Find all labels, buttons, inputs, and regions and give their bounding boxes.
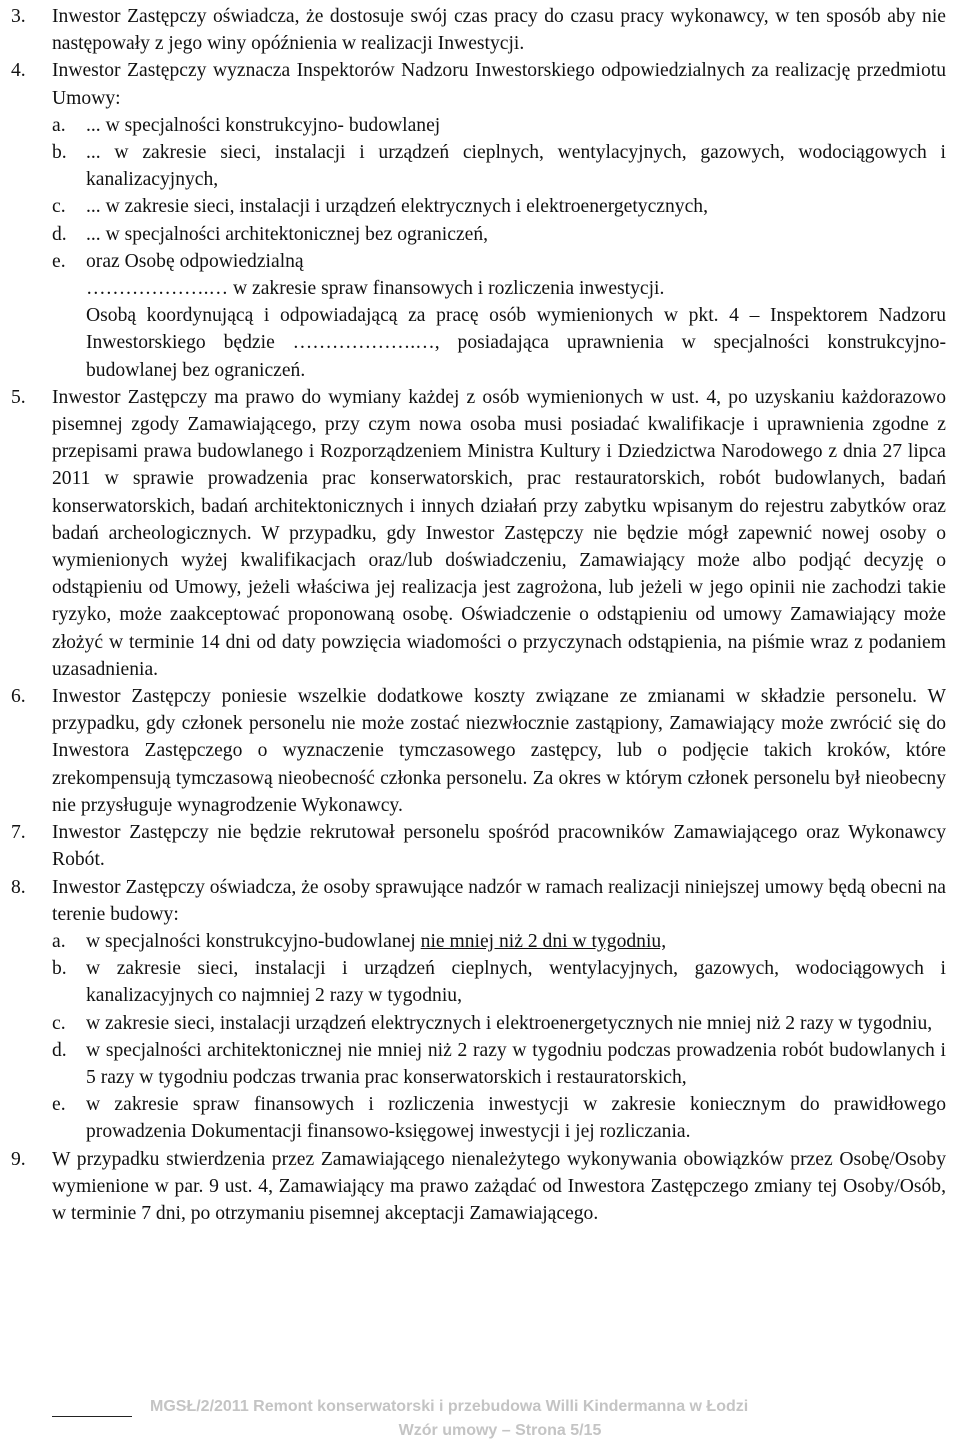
list-text: w zakresie spraw finansowych i rozliczenia inwestycji w zakresie koniecznym do prawidłowego prowadzenia Dokumentacji finansowo-księgowej inwestycji i jej rozliczania. — [86, 1094, 946, 1143]
paragraph-number: 9. — [11, 1148, 26, 1170]
list-text: w zakresie sieci, instalacji urządzeń elektrycznych i elektroenergetycznych nie mniej niż 2 razy w tygodniu, — [86, 1012, 933, 1034]
paragraph-text: Inwestor Zastępczy poniesie wszelkie dodatkowe koszty związane ze zmianami w składzie personelu. W przypadku, gdy członek personelu nie może zostać niezwłocznie zastąpiony, Zamawiający może zwrócić się do Inwestora Zastępczego o wyznaczenie tymczasowego zastępcy, lub o podjęcie takich kroków, które zrekompensują tymczasową nieobecność członka personelu. Za okres w którym członek personelu był nieobecny nie przysługuje wynagrodzenie Wykonawcy. — [52, 686, 946, 816]
list-text: ... w zakresie sieci, instalacji i urządzeń cieplnych, wentylacyjnych, gazowych, wodociągowych i kanalizacyjnych, — [86, 142, 946, 191]
list-letter: d. — [52, 1039, 67, 1061]
list-text: w zakresie sieci, instalacji i urządzeń cieplnych, wentylacyjnych, gazowych, wodociągowych i kanalizacyjnych co najmniej 2 razy w tygodniu, — [86, 958, 946, 1007]
paragraph-4 — [0, 57, 960, 383]
list-letter: e. — [52, 250, 66, 272]
paragraph-number: 8. — [11, 876, 26, 898]
paragraph-text: Inwestor Zastępczy nie będzie rekrutował personelu spośród pracowników Zamawiającego oraz Wykonawcy Robót. — [52, 822, 946, 871]
list-letter: b. — [52, 958, 67, 980]
footer-title: MGSŁ/2/2011 Remont konserwatorski i przebudowa Willi Kindermanna w Łodzi — [150, 1398, 749, 1415]
paragraph-text: Inwestor Zastępczy ma prawo do wymiany każdej z osób wymienionych w ust. 4, po uzyskaniu każdorazowo pisemnej zgody Zamawiającego, przy czym nowa osoba musi posiadać kwalifikacje i uprawnienia zgodne z przepisami prawa budowlanego i Rozporządzeniem Ministra Kultury i Dziedzictwa Narodowego z dnia 27 lipca 2011 w sprawie prowadzenia prac konserwatorskich, prac restauratorskich, robót budowlanych, badań konserwatorskich, badań architektonicznych i innych działań przy zabytku wpisanym do rejestru zabytków oraz badań archeologicznych. W przypadku, gdy Inwestor Zastępczy nie będzie mógł zapewnić nowej osoby o wymienionych wyżej kwalifikacjach oraz/lub doświadczeniu, Zamawiający może albo podjąć decyzję o odstąpieniu od Umowy, jeżeli właściwa jej realizacja jest zagrożona, lub jeżeli w jego opinii nie zachodzi takie ryzyko, może zaakceptować proponowaną osobę. Oświadczenie o odstąpieniu od umowy Zamawiający może złożyć w terminie 14 dni od daty powzięcia wiadomości o przyczynach odstąpienia, na piśmie wraz z podaniem uzasadnienia. — [52, 386, 946, 680]
list-letter: e. — [52, 1094, 66, 1116]
finance-person-text: ……………….… w zakresie spraw finansowych i rozliczenia inwestycji. — [86, 278, 665, 300]
paragraph-8 — [0, 874, 960, 1146]
paragraph-5 — [0, 384, 960, 683]
coordinator-text-block — [52, 302, 946, 384]
document-page — [0, 3, 960, 1227]
list-item — [52, 928, 946, 955]
list-letter: c. — [52, 1012, 66, 1034]
list-item — [52, 955, 946, 1009]
list-text — [86, 928, 946, 955]
list-text: ... w specjalności konstrukcyjno- budowlanej — [86, 114, 441, 136]
list-item — [52, 1091, 946, 1145]
paragraph-number: 4. — [11, 60, 26, 82]
list-text: w specjalności architektonicznej nie mniej niż 2 razy w tygodniu podczas prowadzenia robót budowlanych i 5 razy w tygodniu podczas trwania prac konserwatorskich i restauratorskich, — [86, 1039, 946, 1088]
paragraph-number: 6. — [11, 686, 26, 708]
paragraph-9 — [0, 1146, 960, 1228]
footer-page-number: Wzór umowy – Strona 5/15 — [398, 1422, 602, 1439]
list-item — [52, 221, 946, 248]
paragraph-text: Inwestor Zastępczy oświadcza, że osoby sprawujące nadzór w ramach realizacji niniejszej umowy będą obecni na terenie budowy: — [52, 876, 946, 925]
list-text: ... w zakresie sieci, instalacji i urządzeń elektrycznych i elektroenergetycznych, — [86, 196, 708, 218]
list-item — [52, 193, 946, 220]
list-item — [52, 248, 946, 275]
page-footer — [0, 1398, 960, 1440]
paragraph-6 — [0, 683, 960, 819]
paragraph-number: 7. — [11, 822, 26, 844]
list-item — [52, 1037, 946, 1091]
list-text: oraz Osobę odpowiedzialną — [86, 250, 304, 272]
list-letter: a. — [52, 930, 66, 952]
paragraph-text: W przypadku stwierdzenia przez Zamawiającego nienależytego wykonywania obowiązków przez Osobę/Osoby wymienione w par. 9 ust. 4, Zamawiający ma prawo zażądać od Inwestora Zastępczego zmiany tej Osoby/Osób, w terminie 7 dni, po otrzymaniu pisemnej akceptacji Zamawiającego. — [52, 1148, 946, 1224]
footer-rule — [52, 1416, 132, 1417]
paragraph-3 — [0, 3, 960, 57]
list-item — [52, 112, 946, 139]
list-text-underlined: nie mniej niż 2 dni w tygodniu, — [420, 930, 667, 952]
list-item — [52, 1010, 946, 1037]
list-letter: d. — [52, 223, 67, 245]
paragraph-number: 3. — [11, 6, 26, 27]
paragraph-text: Inwestor Zastępczy wyznacza Inspektorów Nadzoru Inwestorskiego odpowiedzialnych za realizację przedmiotu Umowy: — [52, 60, 946, 109]
coordinator-text: Osobą koordynującą i odpowiadającą za pracę osób wymienionych w pkt. 4 – Inspektorem Nadzoru Inwestorskiego będzie ……………….…, posiadająca uprawnienia w specjalności konstrukcyjno-budowlanej bez ograniczeń. — [86, 305, 946, 381]
paragraph-7 — [0, 819, 960, 873]
paragraph-number: 5. — [11, 386, 26, 408]
list-letter: b. — [52, 142, 67, 164]
list-letter: a. — [52, 114, 66, 136]
list-text: ... w specjalności architektonicznej bez ograniczeń, — [86, 223, 489, 245]
finance-person-line — [52, 275, 946, 302]
list-text-plain: w specjalności konstrukcyjno-budowlanej — [86, 930, 421, 952]
list-letter: c. — [52, 196, 66, 218]
paragraph-text: Inwestor Zastępczy oświadcza, że dostosuje swój czas pracy do czasu pracy wykonawcy, w ten sposób aby nie następowały z jego winy opóźnienia w realizacji Inwestycji. — [52, 6, 946, 55]
list-item — [52, 139, 946, 193]
